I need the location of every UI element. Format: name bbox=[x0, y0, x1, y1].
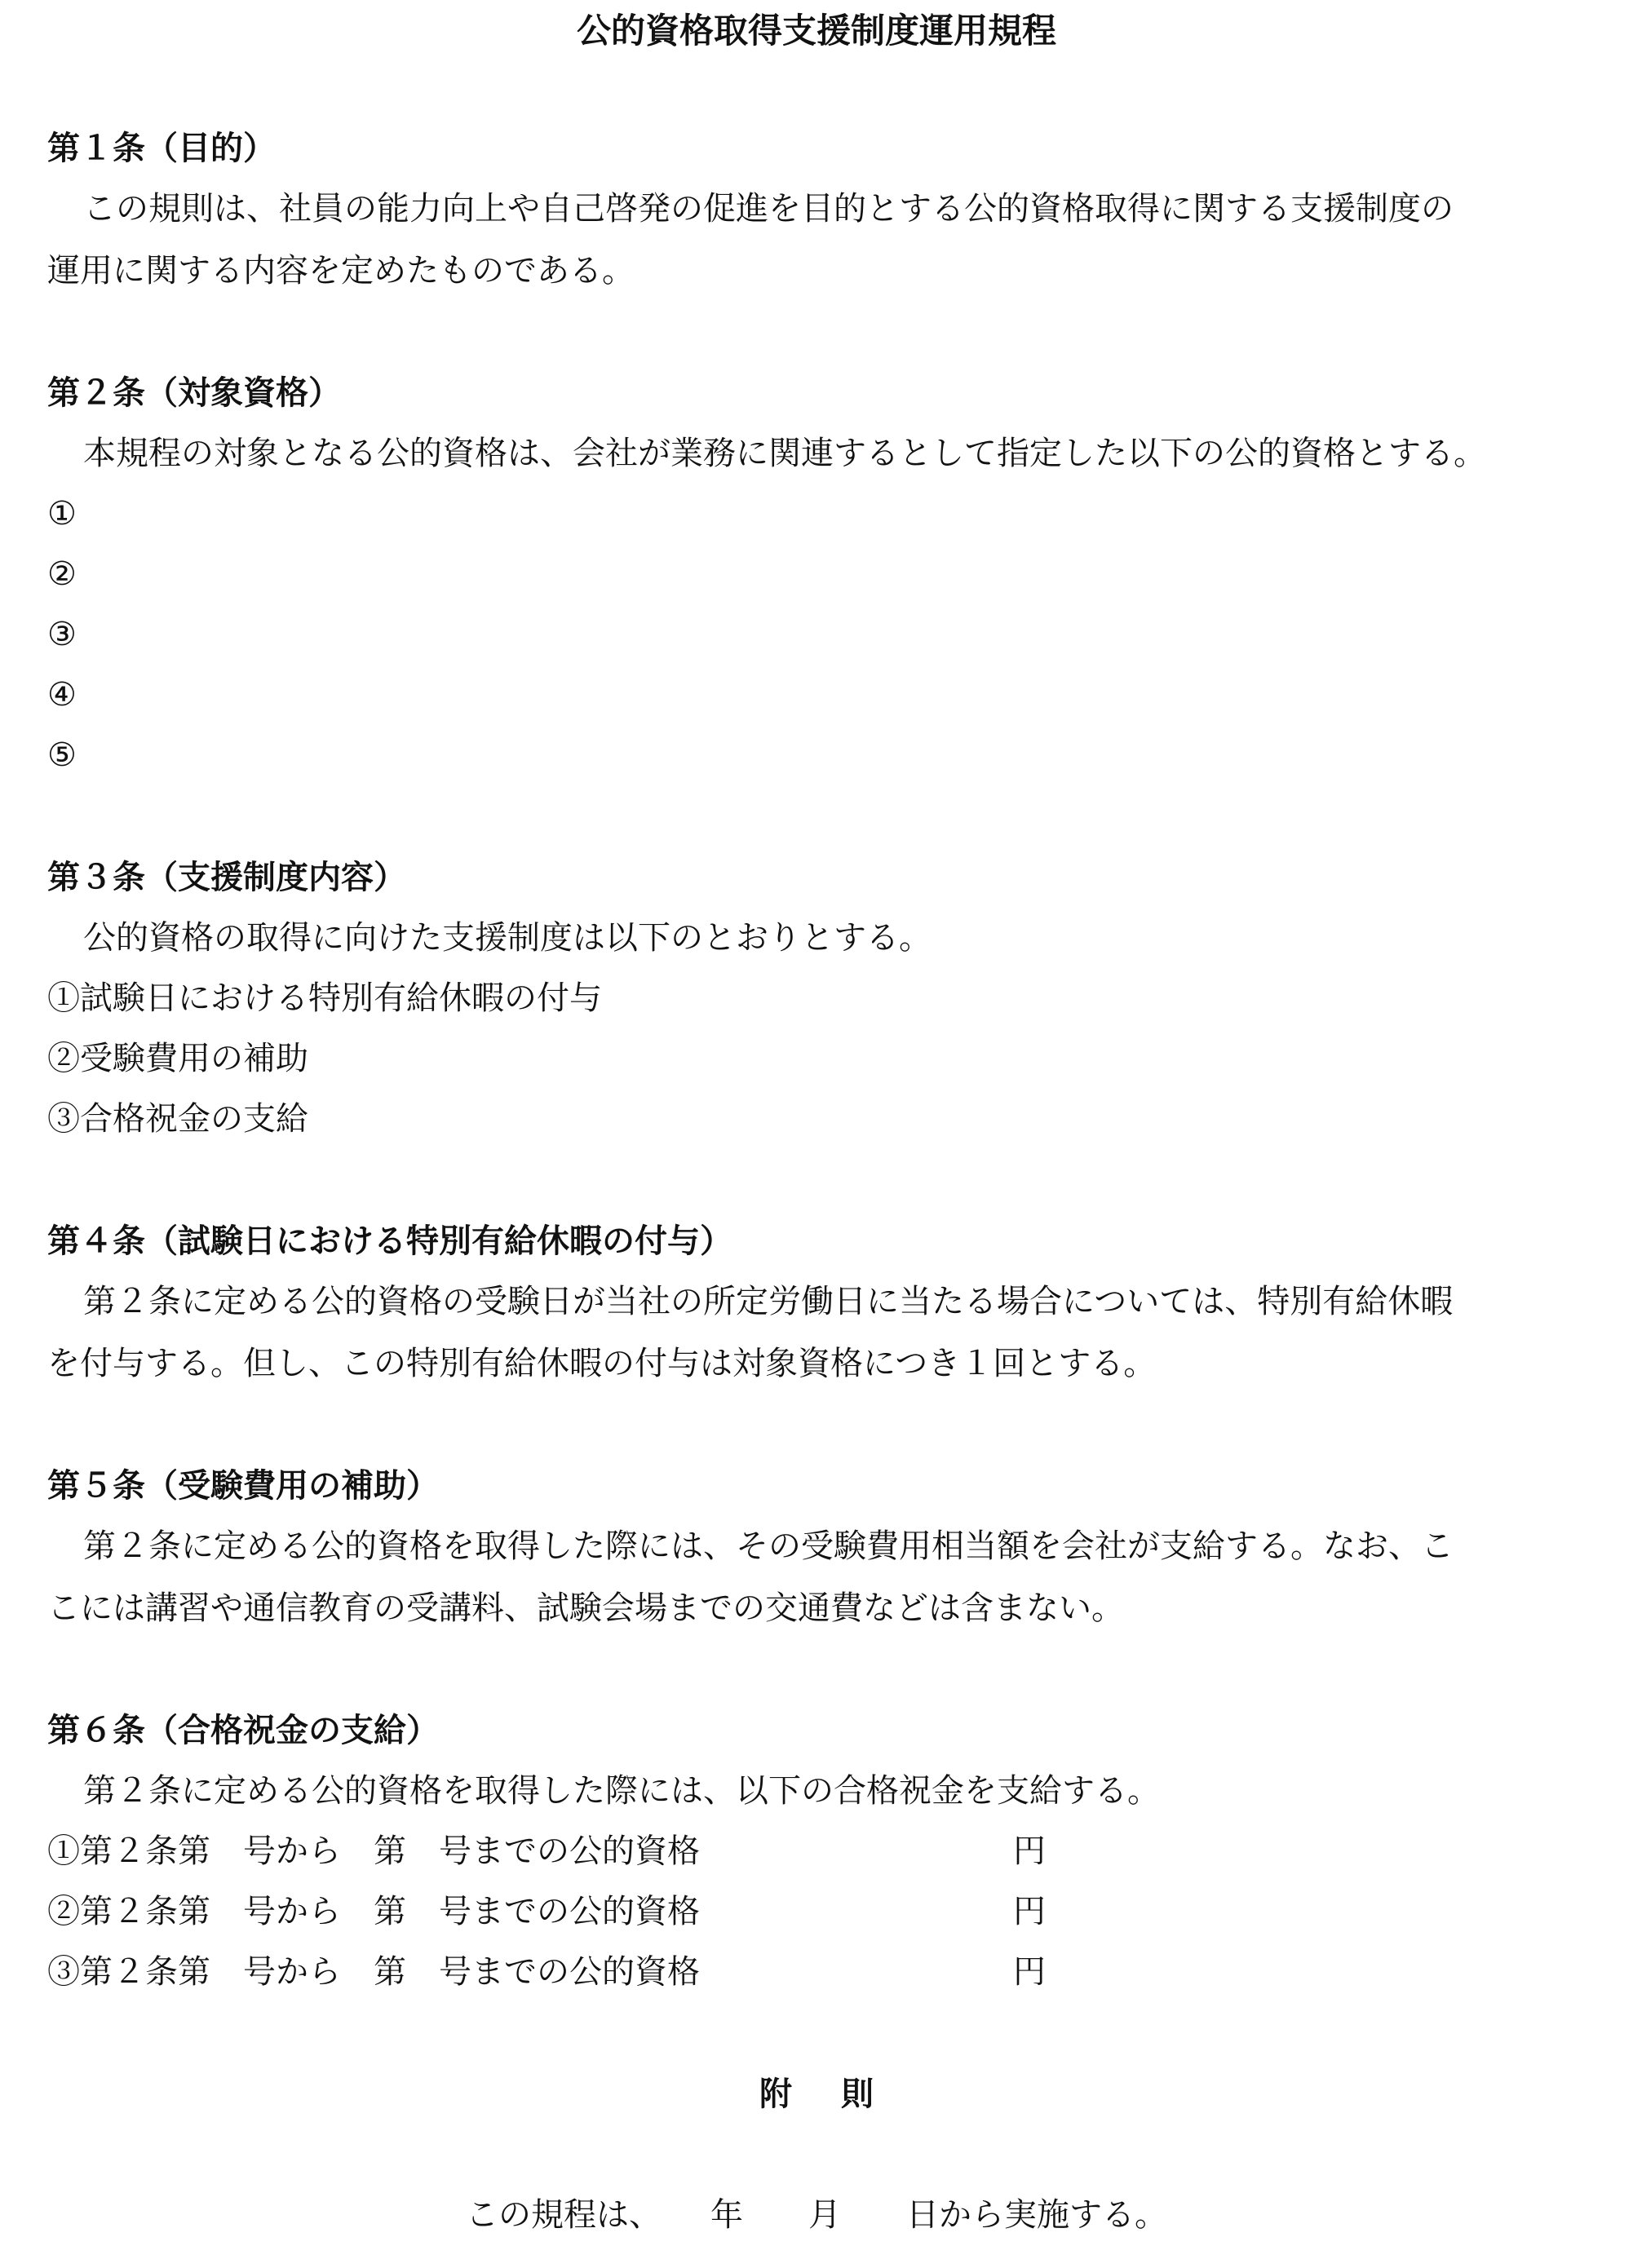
article-2-item-4: ④ bbox=[47, 676, 77, 714]
article-6-amount-3-unit: 円 bbox=[1013, 1953, 1046, 1991]
article-2-item-3: ③ bbox=[47, 616, 77, 653]
article-2-heading: 第２条（対象資格） bbox=[47, 374, 341, 412]
article-2-item-2: ② bbox=[47, 555, 77, 593]
document-title: 公的資格取得支援制度運用規程 bbox=[576, 11, 1056, 51]
article-2-item-5: ⑤ bbox=[47, 736, 77, 774]
article-5-line-2: こには講習や通信教育の受講料、試験会場までの交通費などは含まない。 bbox=[47, 1589, 1124, 1627]
article-5-heading: 第５条（受験費用の補助） bbox=[47, 1467, 439, 1505]
article-4-line-2: を付与する。但し、この特別有給休暇の付与は対象資格につき１回とする。 bbox=[47, 1345, 1157, 1382]
article-6-line-1: 第２条に定める公的資格を取得した際には、以下の合格祝金を支給する。 bbox=[83, 1772, 1160, 1810]
effective-date-line: この規程は、 年 月 日から実施する。 bbox=[466, 2196, 1167, 2234]
article-5-line-1: 第２条に定める公的資格を取得した際には、その受験費用相当額を会社が支給する。なお、こ bbox=[83, 1527, 1454, 1565]
article-6-amount-1-label: ①第２条第 号から 第 号までの公的資格 bbox=[47, 1833, 700, 1870]
article-1-line-2: 運用に関する内容を定めたものである。 bbox=[47, 252, 635, 290]
article-3-item-3: ③合格祝金の支給 bbox=[47, 1100, 308, 1138]
article-2-item-1: ① bbox=[47, 495, 77, 533]
article-6-amount-2-unit: 円 bbox=[1013, 1893, 1046, 1930]
article-1-line-1: この規則は、社員の能力向上や自己啓発の促進を目的とする公的資格取得に関する支援制度の bbox=[83, 190, 1454, 228]
article-3-item-2: ②受験費用の補助 bbox=[47, 1040, 308, 1077]
article-3-item-1: ①試験日における特別有給休暇の付与 bbox=[47, 979, 602, 1017]
article-3-line-1: 公的資格の取得に向けた支援制度は以下のとおりとする。 bbox=[83, 919, 932, 957]
article-4-heading: 第４条（試験日における特別有給休暇の付与） bbox=[47, 1222, 732, 1260]
article-4-line-1: 第２条に定める公的資格の受験日が当社の所定労働日に当たる場合については、特別有給休暇 bbox=[83, 1283, 1454, 1320]
article-6-amount-1-unit: 円 bbox=[1013, 1833, 1046, 1870]
article-6-amount-3-label: ③第２条第 号から 第 号までの公的資格 bbox=[47, 1953, 700, 1991]
article-6-heading: 第６条（合格祝金の支給） bbox=[47, 1712, 439, 1749]
supplementary-heading: 附則 bbox=[759, 2076, 923, 2113]
article-2-line-1: 本規程の対象となる公的資格は、会社が業務に関連するとして指定した以下の公的資格とする。 bbox=[83, 435, 1486, 472]
article-6-amount-2-label: ②第２条第 号から 第 号までの公的資格 bbox=[47, 1893, 700, 1930]
article-3-heading: 第３条（支援制度内容） bbox=[47, 859, 406, 896]
article-1-heading: 第１条（目的） bbox=[47, 130, 276, 167]
